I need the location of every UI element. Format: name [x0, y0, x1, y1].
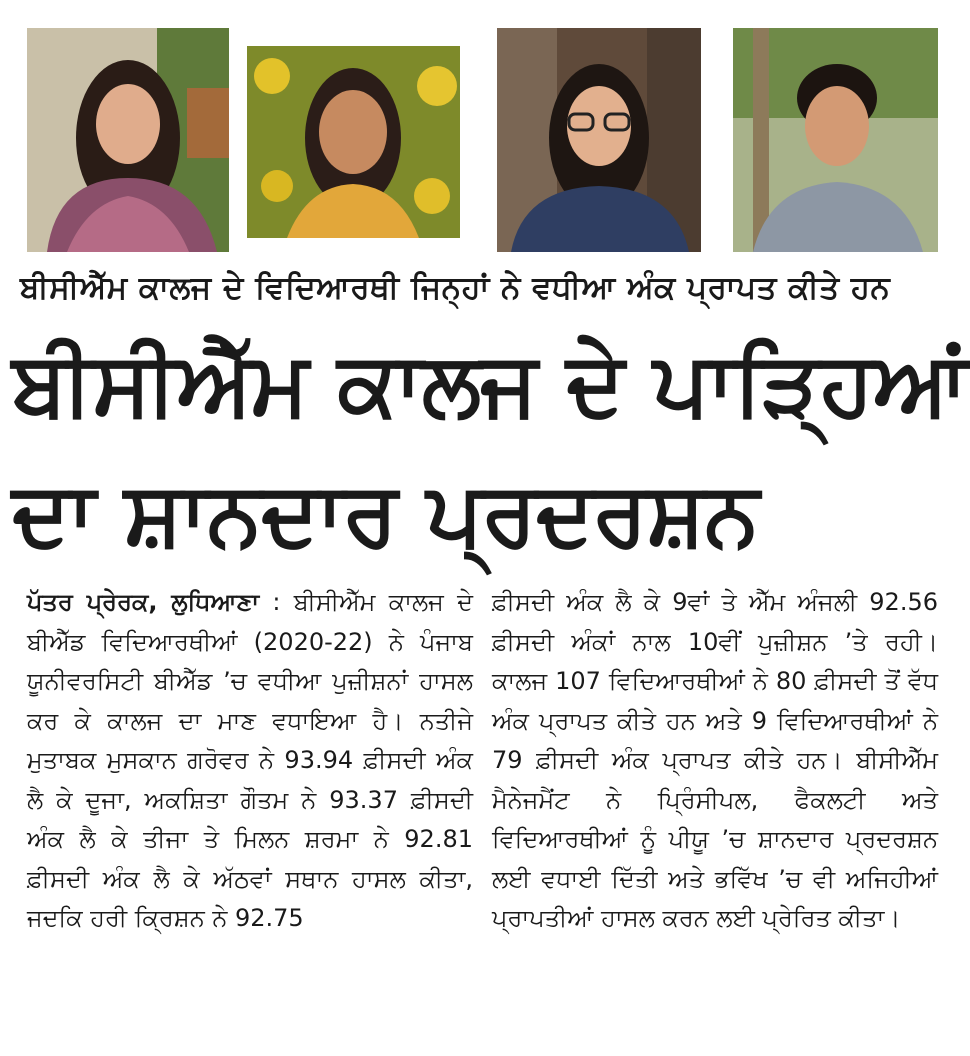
student-photo-2 [247, 46, 460, 238]
article-column-left [27, 583, 473, 939]
article-body-left: : ਬੀਸੀਐੱਮ ਕਾਲਜ ਦੇ ਬੀਐੱਡ ਵਿਦਿਆਰਥੀਆਂ (2020-22) ਨੇ ਪੰਜਾਬ ਯੂਨੀਵਰਸਿਟੀ ਬੀਐੱਡ ’ਚ ਵਧੀਆ ਪੁਜ਼ੀਸ਼ਨਾਂ ਹਾਸਲ ਕਰ ਕੇ ਕਾਲਜ ਦਾ ਮਾਣ ਵਧਾਇਆ ਹੈ। ਨਤੀਜੇ ਮੁਤਾਬਕ ਮੁਸਕਾਨ ਗਰੋਵਰ ਨੇ 93.94 ਫ਼ੀਸਦੀ ਅੰਕ ਲੈ ਕੇ ਦੂਜਾ, ਅਕਸ਼ਿਤਾ ਗੌਤਮ ਨੇ 93.37 ਫ਼ੀਸਦੀ ਅੰਕ ਲੈ ਕੇ ਤੀਜਾ ਤੇ ਮਿਲਨ ਸ਼ਰਮਾ ਨੇ 92.81 ਫ਼ੀਸਦੀ ਅੰਕ ਲੈ ਕੇ ਅੱਠਵਾਂ ਸਥਾਨ ਹਾਸਲ ਕੀਤਾ, ਜਦਕਿ ਹਰੀ ਕ੍ਰਿਸ਼ਨ ਨੇ 92.75 [27, 588, 473, 932]
headline-line-2: ਦਾ ਸ਼ਾਨਦਾਰ ਪ੍ਰਦਰਸ਼ਨ [12, 462, 759, 565]
dateline: ਪੱਤਰ ਪ੍ਰੇਰਕ, ਲੁਧਿਆਣਾ [27, 588, 260, 616]
article-body-right: ਫ਼ੀਸਦੀ ਅੰਕ ਲੈ ਕੇ 9ਵਾਂ ਤੇ ਐੱਮ ਅੰਜਲੀ 92.56 ਫ਼ੀਸਦੀ ਅੰਕਾਂ ਨਾਲ 10ਵੀਂ ਪੁਜ਼ੀਸ਼ਨ ’ਤੇ ਰਹੀ। ਕਾਲਜ 107 ਵਿਦਿਆਰਥੀਆਂ ਨੇ 80 ਫ਼ੀਸਦੀ ਤੋਂ ਵੱਧ ਅੰਕ ਪ੍ਰਾਪਤ ਕੀਤੇ ਹਨ ਅਤੇ 9 ਵਿਦਿਆਰਥੀਆਂ ਨੇ 79 ਫ਼ੀਸਦੀ ਅੰਕ ਪ੍ਰਾਪਤ ਕੀਤੇ ਹਨ। ਬੀਸੀਐੱਮ ਮੈਨੇਜਮੈਂਟ ਨੇ ਪ੍ਰਿੰਸੀਪਲ, ਫੈਕਲਟੀ ਅਤੇ ਵਿਦਿਆਰਥੀਆਂ ਨੂੰ ਪੀਯੂ ’ਚ ਸ਼ਾਨਦਾਰ ਪ੍ਰਦਰਸ਼ਨ ਲਈ ਵਧਾਈ ਦਿੱਤੀ ਅਤੇ ਭਵਿੱਖ ’ਚ ਵੀ ਅਜਿਹੀਆਂ ਪ੍ਰਾਪਤੀਆਂ ਹਾਸਲ ਕਰਨ ਲਈ ਪ੍ਰੇਰਿਤ ਕੀਤਾ। [492, 588, 938, 932]
article-column-right [492, 583, 938, 939]
photo-strip [0, 0, 970, 260]
student-photo-4 [733, 28, 938, 252]
student-photo-1 [27, 28, 229, 252]
student-photo-3 [497, 28, 701, 252]
headline-line-1: ਬੀਸੀਐੱਮ ਕਾਲਜ ਦੇ ਪਾੜ੍ਹਿਆਂ [12, 332, 968, 435]
photo-caption: ਬੀਸੀਐੱਮ ਕਾਲਜ ਦੇ ਵਿਦਿਆਰਥੀ ਜਿਨ੍ਹਾਂ ਨੇ ਵਧੀਆ ਅੰਕ ਪ੍ਰਾਪਤ ਕੀਤੇ ਹਨ [20, 270, 891, 306]
